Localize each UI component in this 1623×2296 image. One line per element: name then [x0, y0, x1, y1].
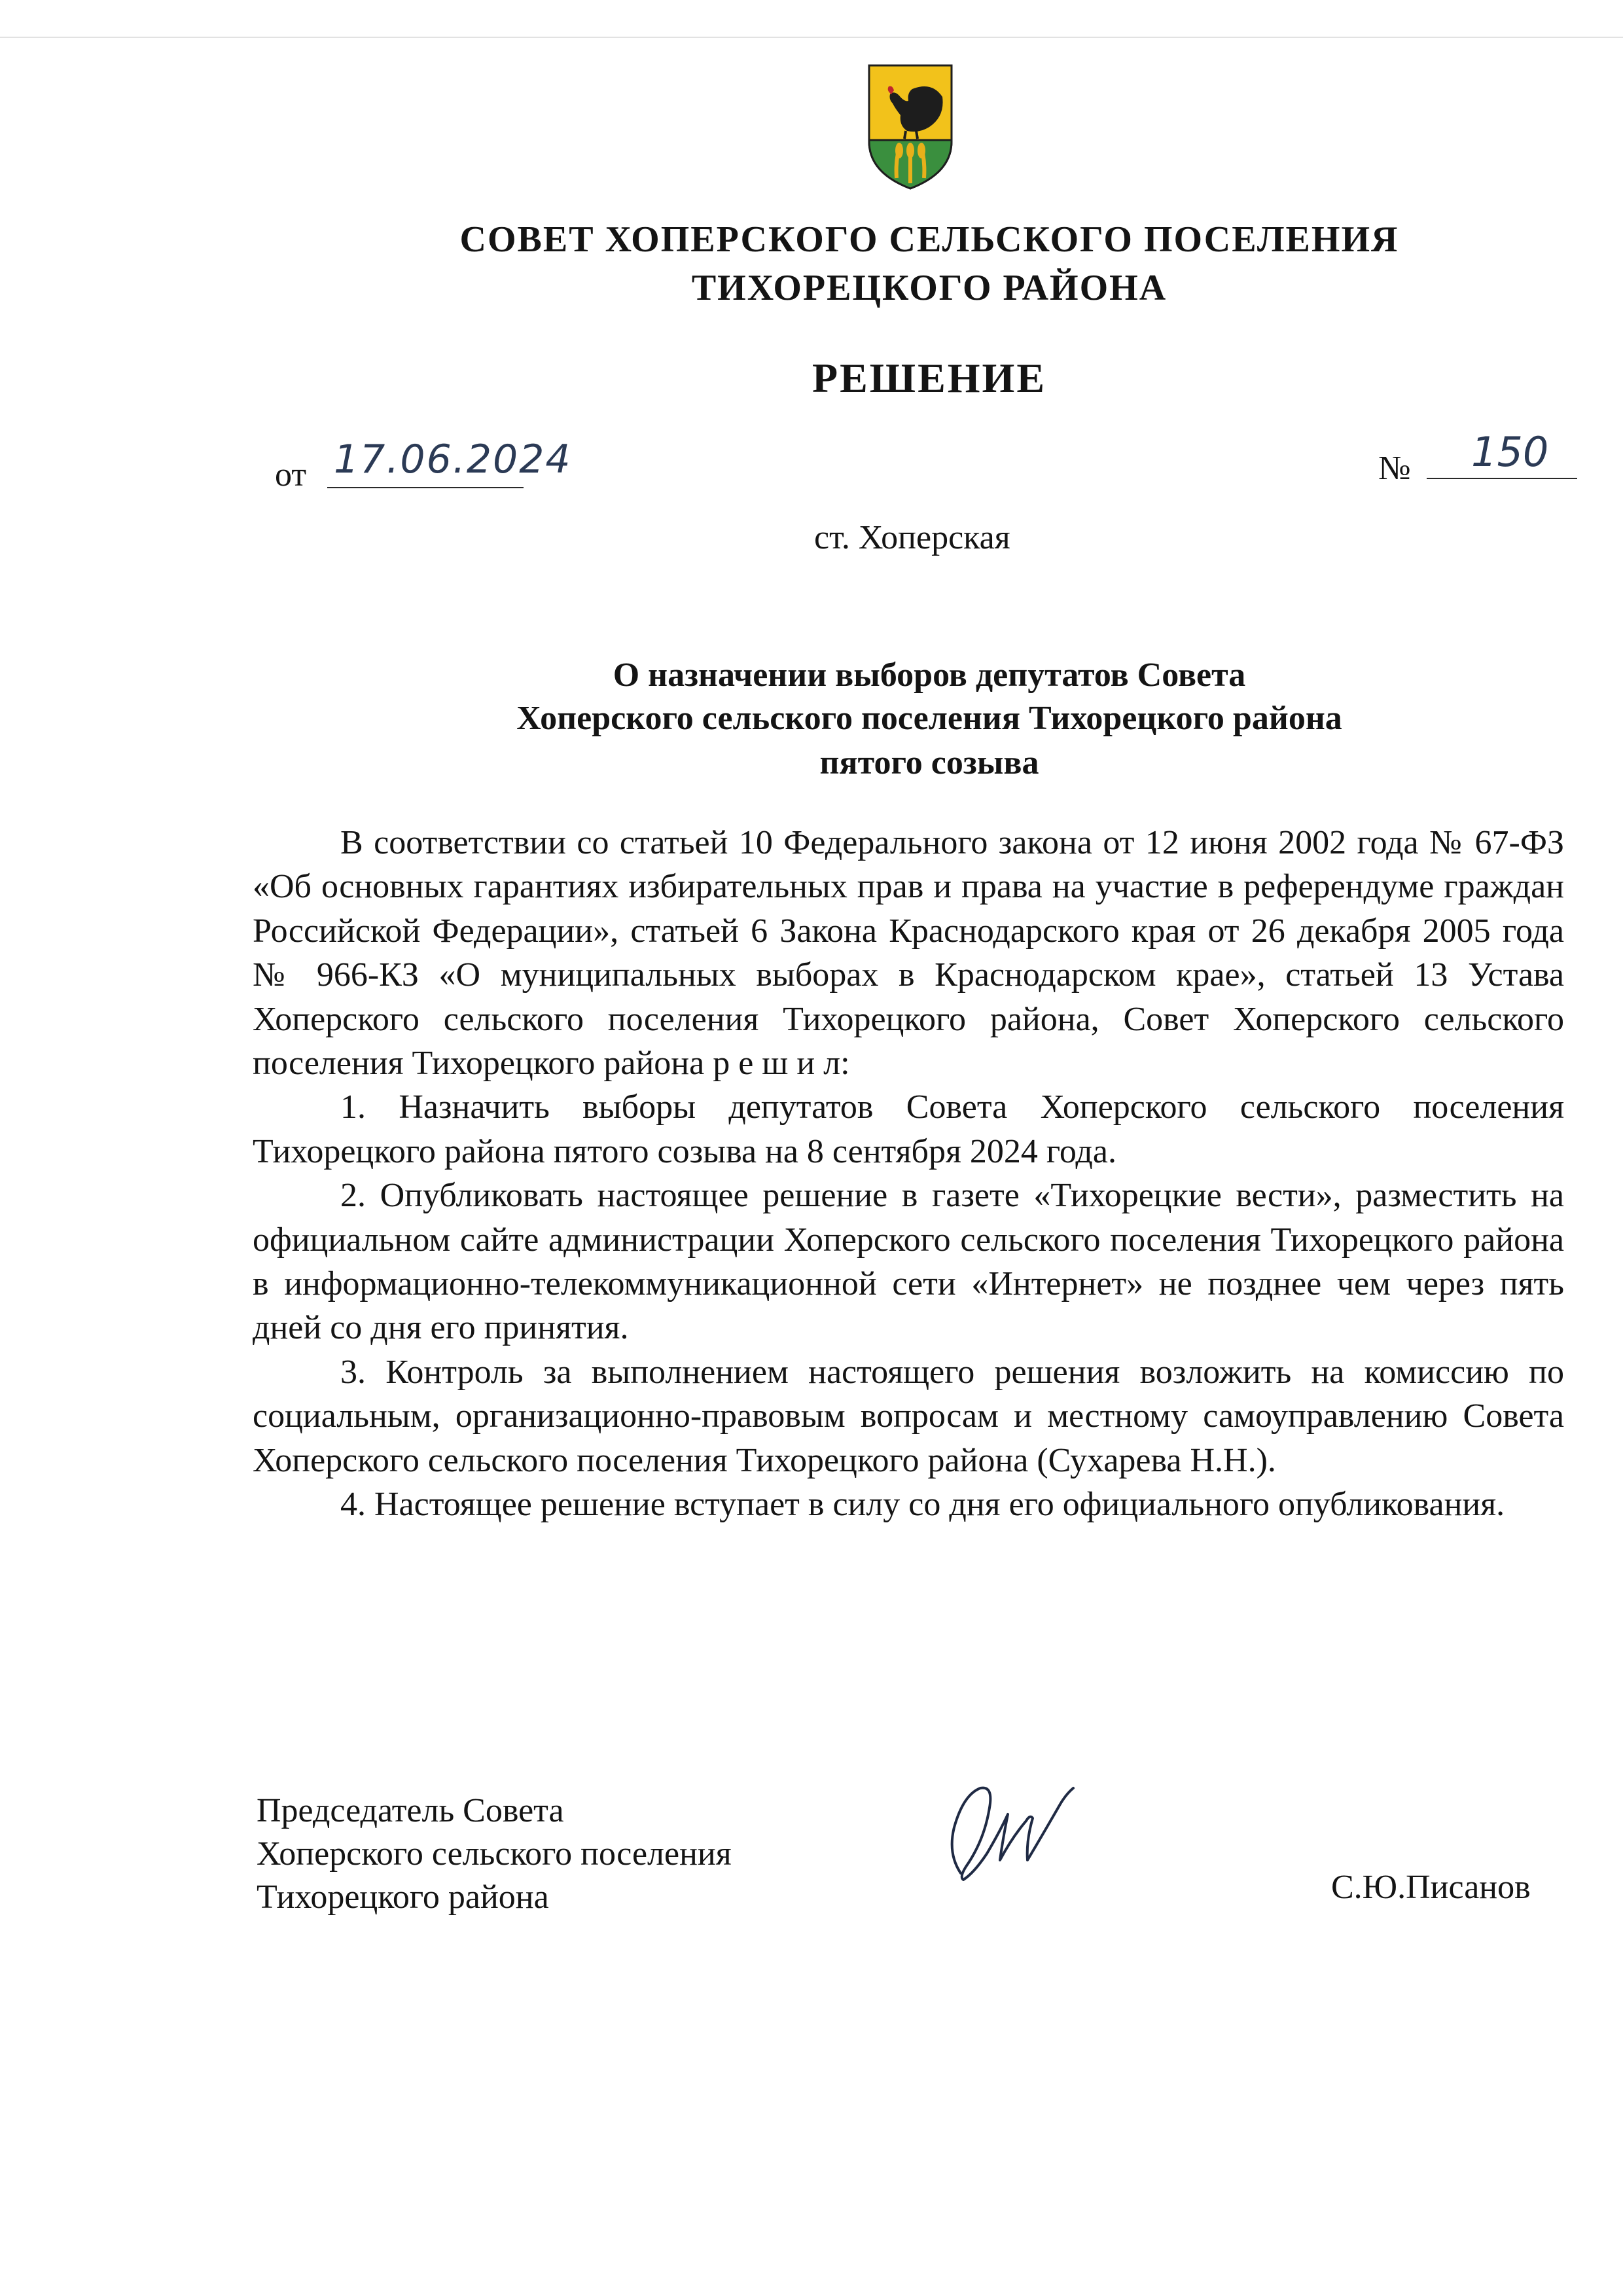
date-value: 17.06.2024 [334, 437, 572, 482]
number-value: 150 [1471, 428, 1549, 476]
signer-position-line-3: Тихорецкого района [257, 1878, 549, 1916]
signer-position-line-2: Хоперского сельского поселения [257, 1835, 732, 1873]
signer-name: С.Ю.Писанов [1331, 1869, 1531, 1906]
number-underline [1427, 478, 1577, 479]
item-4-paragraph: 4. Настоящее решение вступает в силу со дня его официального опубликования. [340, 1486, 1505, 1524]
number-label: № [1378, 450, 1411, 487]
place-name: ст. Хоперская [814, 519, 1010, 556]
item-2-paragraph: 2. Опубликовать настоящее решение в газете «Тихорецкие вести», разместить на официальном сайте администрации Хоперского сельского поселения Тихорецкого района в информационно-телекоммуникационной сети «Интернет» не позднее чем через пять дней со дня его принятия. [253, 1177, 1564, 1347]
scan-edge-line [0, 37, 1623, 38]
signer-position [257, 1789, 732, 1919]
date-label: от [275, 456, 307, 493]
coat-of-arms-icon [866, 63, 954, 191]
decision-body [253, 821, 1564, 1527]
org-name-line-1: СОВЕТ ХОПЕРСКОГО СЕЛЬСКОГО ПОСЕЛЕНИЯ [459, 219, 1399, 260]
date-underline [327, 487, 524, 488]
preamble-paragraph: В соответствии со статьей 10 Федерального закона от 12 июня 2002 года № 67-ФЗ «Об основных гарантиях избирательных прав и права на участие в референдуме граждан Российской Федерации», статьей 6 Закона Краснодарского края от 26 декабря 2005 года № 966-КЗ «О муниципальных выборах в Краснодарском крае», статьей 13 Устава Хоперского сельского поселения Тихорецкого района, Совет Хоперского сельского поселения Тихорецкого района р е ш и л: [253, 824, 1564, 1083]
title-line-3: пятого созыва [819, 744, 1039, 781]
item-1-paragraph: 1. Назначить выборы депутатов Совета Хоперского сельского поселения Тихорецкого района пятого созыва на 8 сентября 2024 года. [253, 1088, 1564, 1170]
title-line-2: Хоперского сельского поселения Тихорецкого района [516, 700, 1342, 737]
document-type: РЕШЕНИЕ [812, 355, 1046, 401]
title-line-1: О назначении выборов депутатов Совета [613, 656, 1246, 694]
handwritten-signature [935, 1775, 1085, 1886]
org-name-line-2: ТИХОРЕЦКОГО РАЙОНА [691, 268, 1168, 308]
item-3-paragraph: 3. Контроль за выполнением настоящего решения возложить на комиссию по социальным, организационно-правовым вопросам и местному самоуправлению Совета Хоперского сельского поселения Тихорецкого района (Сухарева Н.Н.). [253, 1353, 1564, 1479]
signer-position-line-1: Председатель Совета [257, 1792, 564, 1829]
